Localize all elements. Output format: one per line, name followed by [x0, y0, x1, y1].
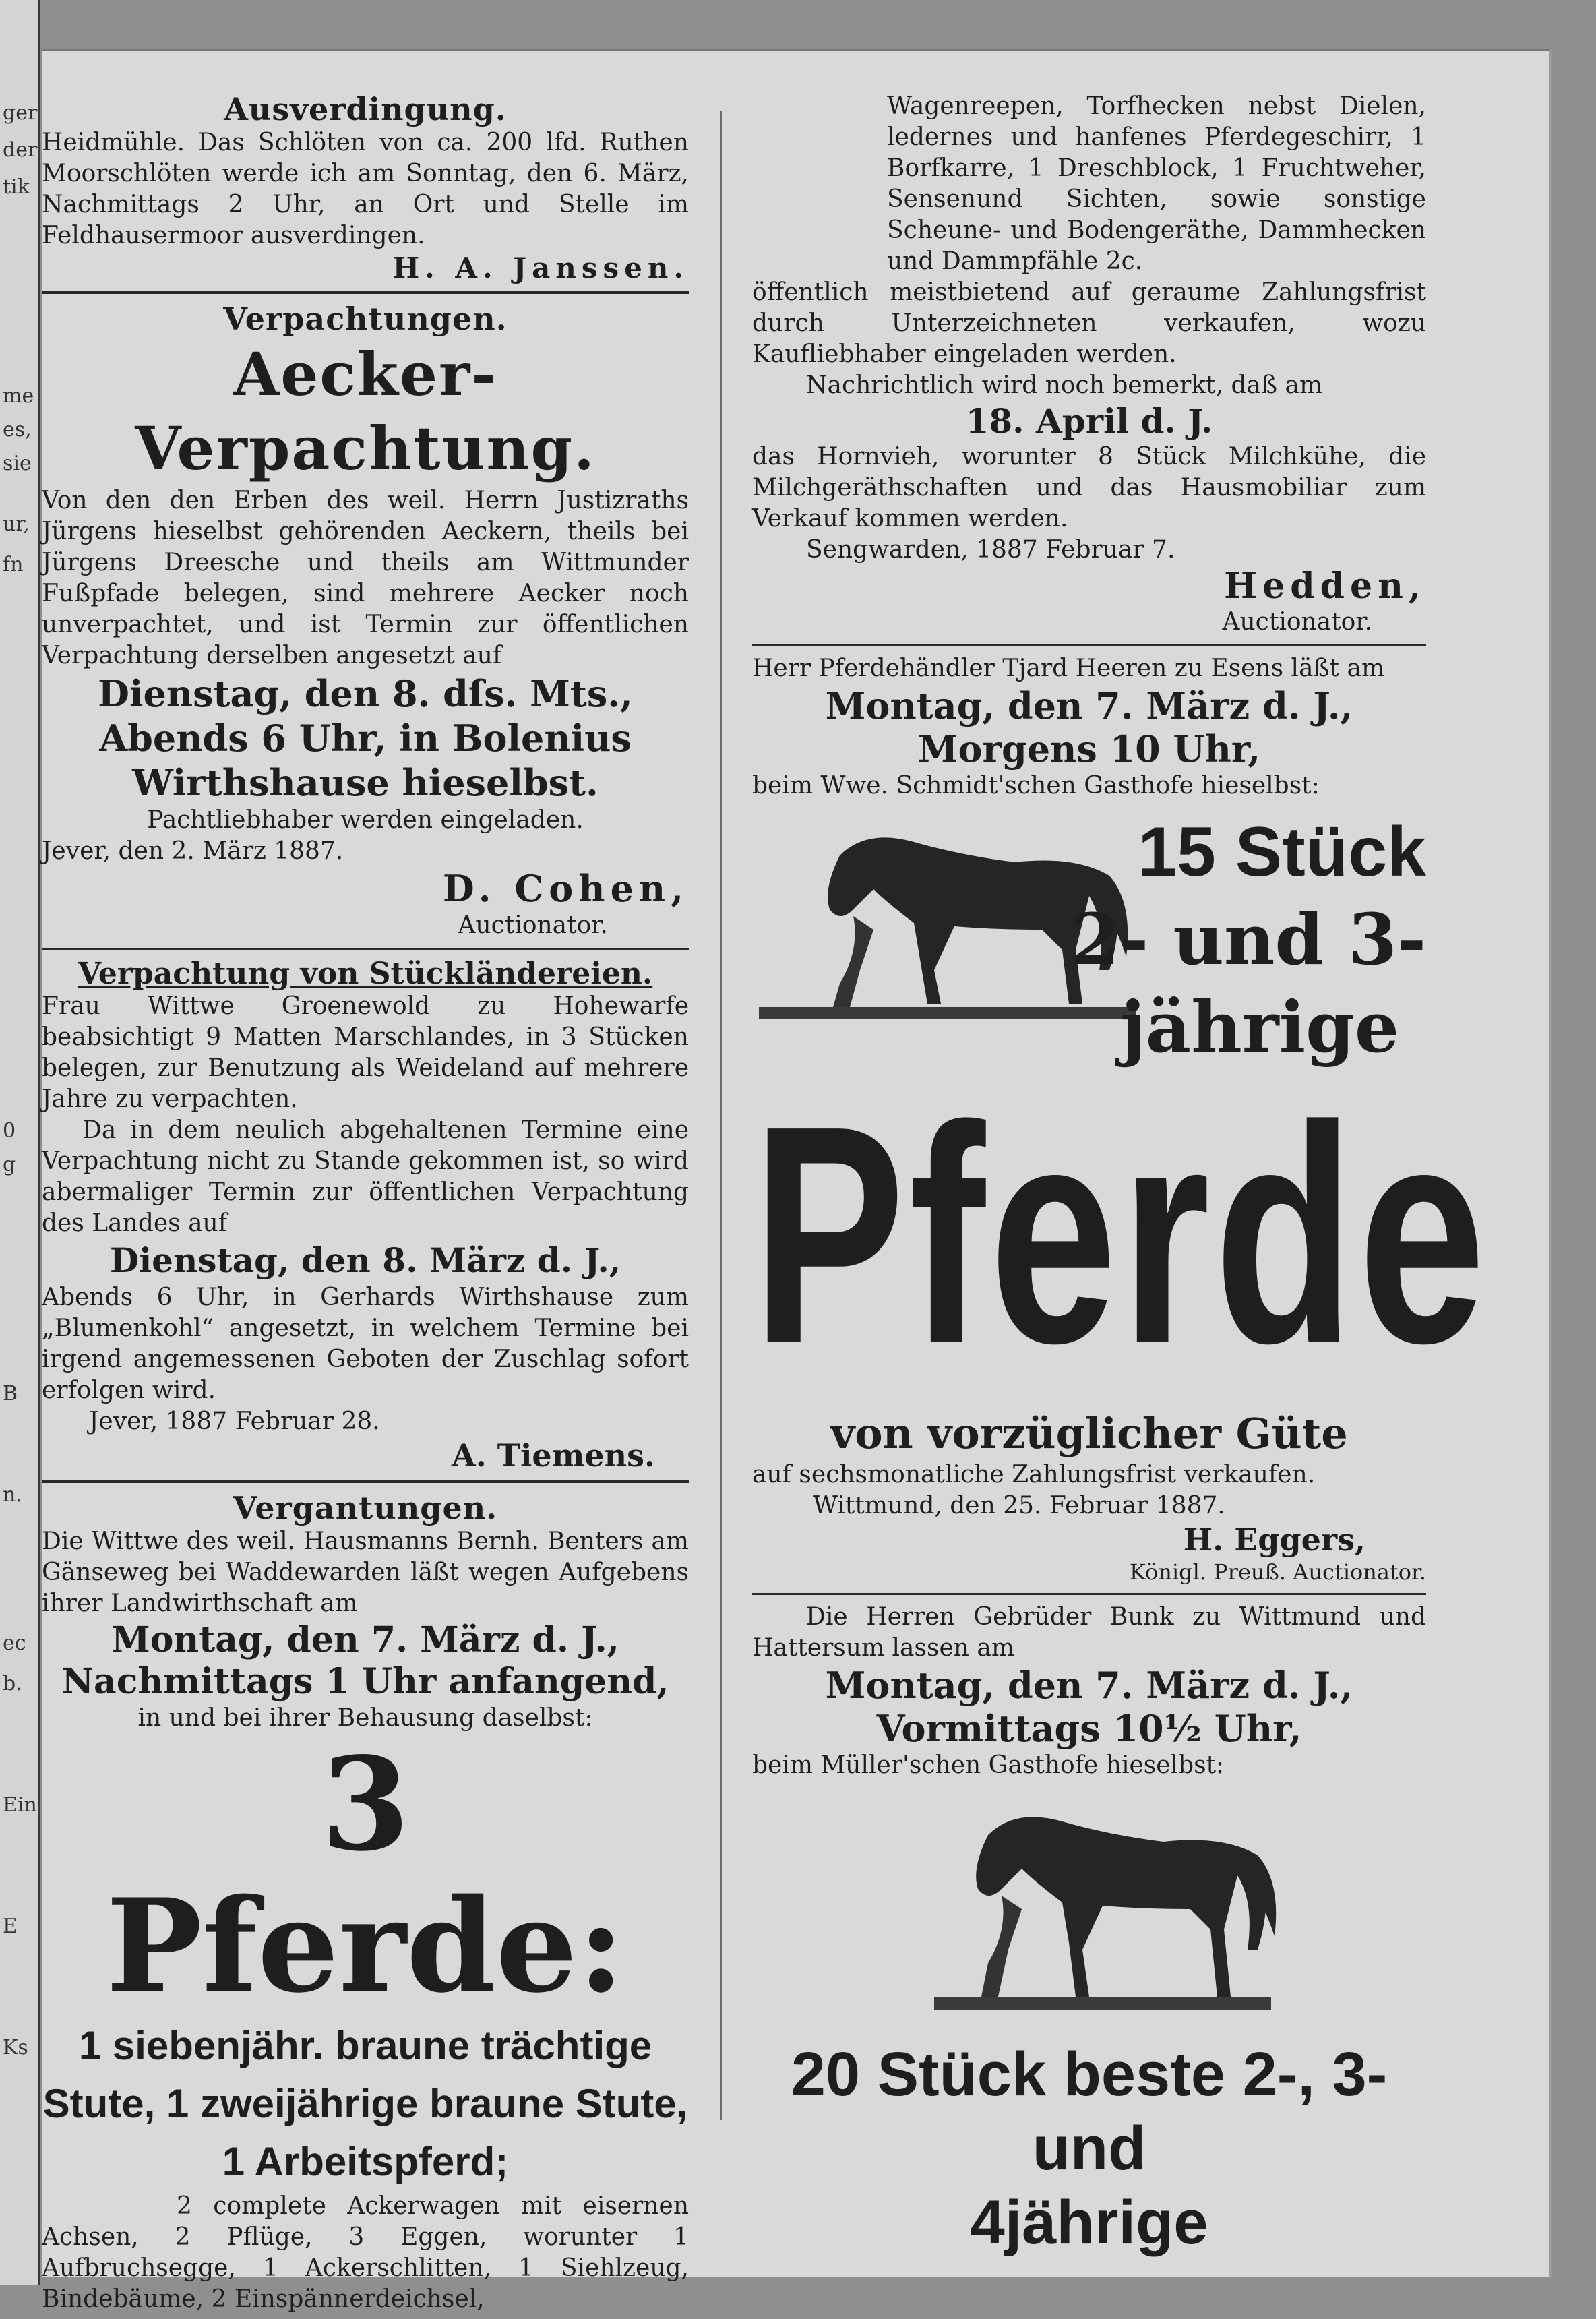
adjacent-page-edge — [0, 0, 40, 2285]
ad-location: beim Wwe. Schmidt'schen Gasthofe hieselbst: — [752, 772, 1320, 800]
ad-stueckland-verpachtung — [42, 957, 689, 1474]
ad-signature: A. Tiemens. — [452, 1437, 655, 1474]
separator-rule — [42, 948, 689, 950]
separator-rule — [42, 1480, 689, 1483]
ad-ausverdingung — [42, 91, 689, 284]
ad-date-line: 18. April d. J. — [965, 401, 1213, 441]
ad-intro: Herr Pferdehändler Tjard Heeren zu Esens läßt am — [752, 655, 1385, 682]
ad-body: Von den den Erben des weil. Herrn Justizraths Jürgens hieselbst gehörenden Aeckern, theils bei Jürgens Dreesche und theils am Wittmunder Fußpfade belegen, sind mehrere Aecker noch unverpachtet, und ist Termin zur öffentlichen Verpachtung derselben angesetzt auf — [42, 487, 689, 669]
edge-fragment: E — [3, 1915, 18, 1938]
ad-quality: von vorzüglicher Güte — [830, 1409, 1348, 1458]
ad-jaehrige: jährige — [1120, 986, 1399, 1068]
ad-signature: Hedden, — [1224, 566, 1426, 607]
ad-body: das Hornvieh, worunter 8 Stück Milchkühe, die Milchgeräthschaften und das Hausmobiliar zum Verkauf kommen werden. — [752, 443, 1426, 533]
ad-time-line: Morgens 10 Uhr, — [917, 727, 1261, 771]
ad-headline-huge: Pferde — [752, 1062, 1490, 1408]
section-heading: Verpachtungen. — [223, 301, 508, 337]
ad-date-line: Dienstag, den 8. März d. J., — [109, 1240, 621, 1280]
separator-rule — [42, 291, 689, 294]
ad-headline-big: 3 Pferde: — [106, 1729, 625, 2021]
edge-fragment: ec — [3, 1631, 26, 1655]
ad-hedden-auction — [752, 91, 1426, 638]
edge-fragment: me — [3, 384, 34, 408]
ad-role: Auctionator. — [1222, 608, 1372, 636]
ad-time-line: Nachmittags 1 Uhr anfangend, — [61, 1661, 669, 1702]
ad-heeren-horses — [752, 653, 1490, 1586]
edge-fragment: b. — [3, 1672, 22, 1695]
ad-date-line: Montag, den 7. März d. J., — [825, 684, 1353, 727]
edge-fragment: Ks — [3, 2036, 28, 2059]
separator-rule — [752, 644, 1426, 646]
ad-list-continued: Wagenreepen, Torfhecken nebst Dielen, ledernes und hanfenes Pferdegeschirr, 1 Borfkarre, 1 Dreschblock, 1 Fruchtweher, Sensenund Sichten, sowie sonstige Scheune- und Bodengeräthe, Dammhecken und Dammpfähle 2c. — [887, 92, 1426, 275]
ad-body: Frau Wittwe Groenewold zu Hohewarfe beabsichtigt 9 Matten Marschlandes, in 3 Stücken belegen, zur Benutzung als Weideland auf mehrere Jahre zu verpachten. — [42, 992, 689, 1113]
ad-place-date: Jever, 1887 Februar 28. — [89, 1408, 380, 1435]
ad-title: Verpachtung von Stückländereien. — [78, 957, 653, 991]
ad-ages: 2- und 3- — [1070, 898, 1426, 981]
ad-body: öffentlich meistbietend auf geraume Zahlungsfrist durch Unterzeichneten verkaufen, wozu Kaufliebhaber eingeladen werden. — [752, 278, 1426, 368]
ad-location: beim Müller'schen Gasthofe hieselbst: — [752, 1751, 1225, 1779]
ad-note: Nachrichtlich wird noch bemerkt, daß am — [806, 371, 1323, 399]
edge-fragment: n. — [3, 1483, 22, 1507]
ad-list: 2 complete Ackerwagen mit eisernen Achsen, 2 Pflüge, 3 Eggen, worunter 1 Aufbruchsegge, 1 Ackerschlitten, 1 Siehlzeug, Bindebäume, 2 Einspännerdeichsel, — [42, 2192, 689, 2313]
ad-place-date: Wittmund, den 25. Februar 1887. — [813, 1492, 1225, 1519]
edge-fragment: tik — [3, 175, 30, 199]
ad-count: 15 Stück — [1138, 813, 1426, 891]
newspaper-page — [42, 49, 1552, 2313]
left-column — [42, 91, 689, 2319]
edge-fragment: g — [3, 1153, 16, 1176]
right-column — [752, 91, 1490, 2264]
column-divider — [720, 111, 722, 2120]
ad-ages: 4jährige — [970, 2188, 1208, 2257]
ad-place-date: Jever, den 2. März 1887. — [42, 837, 344, 865]
edge-fragment: ger — [3, 101, 38, 125]
horse-icon — [880, 1781, 1298, 2037]
edge-fragment: ur, — [3, 512, 30, 536]
ad-vergantung — [42, 1490, 689, 2315]
edge-fragment: 0 — [3, 1119, 16, 1143]
edge-fragment: fn — [3, 553, 24, 576]
ad-count: 20 Stück beste 2-, 3- und — [791, 2040, 1388, 2183]
ad-body: Da in dem neulich abgehaltenen Termine eine Verpachtung nicht zu Stande gekommen ist, so wird abermaliger Termin zur öffentlichen Verpachtung des Landes auf — [42, 1116, 689, 1237]
ad-intro: Die Herren Gebrüder Bunk zu Wittmund und Hattersum lassen am — [752, 1603, 1426, 1662]
ad-bunk-horses — [752, 1602, 1426, 2260]
ad-signature: H. Eggers, — [1183, 1522, 1365, 1558]
ad-role: Auctionator. — [458, 911, 608, 939]
ad-signature: D. Cohen, — [442, 867, 689, 910]
ad-body: Die Wittwe des weil. Hausmanns Bernh. Benters am Gänseweg bei Waddewarden läßt wegen Aufgebens ihrer Landwirthschaft am — [42, 1528, 689, 1617]
edge-fragment: der — [3, 138, 38, 162]
ad-body: Heidmühle. Das Schlöten von ca. 200 lfd. Ruthen Moorschlöten werde ich am Sonntag, den 6. März, Nachmittags 2 Uhr, an Ort und Stelle im Feldhausermoor ausverdingen. — [42, 129, 689, 249]
ad-signature: H. A. Janssen. — [392, 251, 689, 284]
separator-rule — [752, 1593, 1426, 1595]
ad-aecker-verpachtung — [42, 301, 689, 941]
ad-date-line: Montag, den 7. März d. J., — [825, 1664, 1353, 1707]
ad-invite: Pachtliebhaber werden eingeladen. — [147, 806, 584, 834]
ad-detail: 1 siebenjähr. braune trächtige Stute, 1 zweijährige braune Stute, 1 Arbeitspferd; — [42, 2023, 688, 2184]
section-heading: Vergantungen. — [233, 1490, 498, 1526]
ad-time-line: Vormittags 10½ Uhr, — [876, 1707, 1302, 1750]
ad-body: Abends 6 Uhr, in Gerhards Wirthshause zum „Blumenkohl“ angesetzt, in welchem Termine bei irgend angemessenen Geboten der Zuschlag sofort erfolgen wird. — [42, 1284, 689, 1404]
ad-place-date: Sengwarden, 1887 Februar 7. — [806, 536, 1175, 564]
edge-fragment: Ein — [3, 1793, 37, 1817]
ad-terms: auf sechsmonatliche Zahlungsfrist verkaufen. — [752, 1461, 1316, 1488]
horse-block — [752, 802, 1426, 1071]
ad-location: in und bei ihrer Behausung daselbst: — [137, 1704, 593, 1732]
ad-title: Aecker-Verpachtung. — [135, 339, 596, 483]
ad-role: Königl. Preuß. Auctionator. — [1129, 1559, 1426, 1585]
ad-date-line: Montag, den 7. März d. J., — [111, 1619, 619, 1660]
edge-fragment: sie — [3, 452, 32, 475]
edge-fragment: B — [3, 1382, 18, 1406]
ad-date-line: Dienstag, den 8. dſs. Mts., Abends 6 Uhr, in Bolenius Wirthshause hieselbst. — [98, 672, 633, 804]
edge-fragment: es, — [3, 418, 32, 442]
ad-heading: Ausverdingung. — [224, 91, 507, 127]
